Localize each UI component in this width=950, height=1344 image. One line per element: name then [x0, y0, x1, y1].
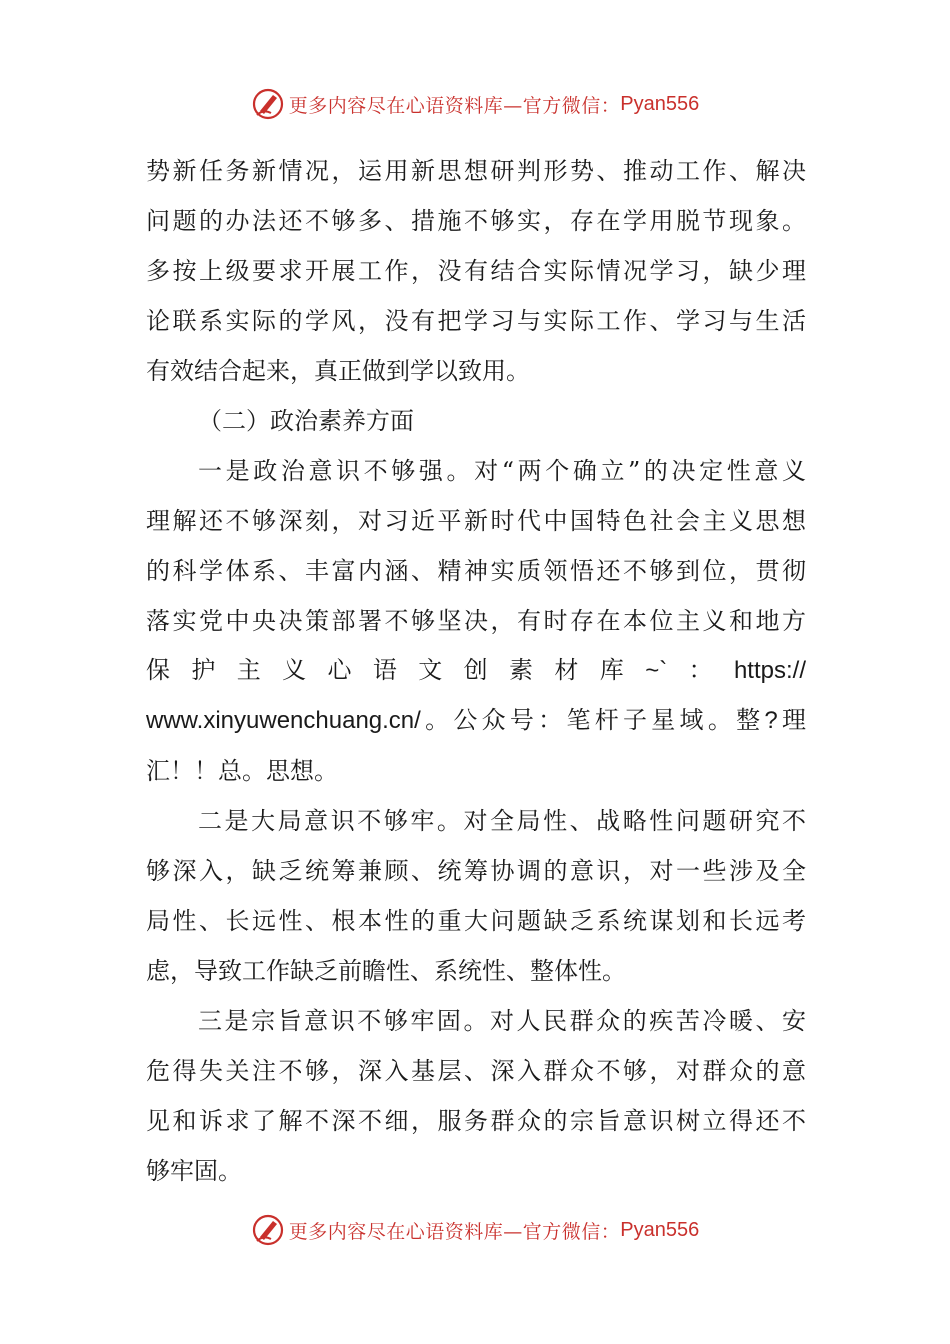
pen-logo-icon — [251, 87, 285, 121]
text-line: 有效结合起来，真正做到学以致用。 — [146, 357, 530, 385]
text-line: 落实党中央决策部署不够坚决，有时存在本位主义和地方 — [146, 607, 806, 635]
text-line: 见和诉求了解不深不细，服务群众的宗旨意识树立得还不 — [146, 1107, 806, 1135]
text-line: 理解还不够深刻，对习近平新时代中国特色社会主义思想 — [146, 507, 806, 535]
text-line: 危得失关注不够，深入基层、深入群众不够，对群众的意 — [146, 1057, 806, 1085]
text-line: 三是宗旨意识不够牢固。对人民群众的疾苦冷暖、安 — [198, 1007, 806, 1035]
text-line: 问题的办法还不够多、措施不够实，存在学用脱节现象。 — [146, 207, 806, 235]
text-line: 保护主义心语文创素材库~`：https:// — [146, 657, 806, 684]
paragraph-2 — [146, 446, 806, 796]
text-line: www.xinyuwenchuang.cn/。公众号：笔杆子星域。整?理 — [146, 707, 806, 734]
text-line: 汇！！总。思想。 — [146, 757, 338, 785]
paragraph-4 — [146, 996, 806, 1196]
banner-text: 更多内容尽在心语资料库—官方微信： — [288, 94, 621, 117]
banner-text: 更多内容尽在心语资料库—官方微信： — [288, 1220, 621, 1243]
text-line: 一是政治意识不够强。对“两个确立”的决定性意义 — [198, 457, 806, 485]
pen-logo-icon — [251, 1213, 285, 1247]
banner-wechat-id: Pyan556 — [620, 92, 700, 115]
text-line: 二是大局意识不够牢。对全局性、战略性问题研究不 — [198, 807, 806, 835]
text-line: 虑，导致工作缺乏前瞻性、系统性、整体性。 — [146, 957, 626, 985]
banner-wechat-id: Pyan556 — [620, 1218, 700, 1241]
text-line: 多按上级要求开展工作，没有结合实际情况学习，缺少理 — [146, 257, 806, 285]
text-line: 论联系实际的学风，没有把学习与实际工作、学习与生活 — [146, 307, 806, 335]
paragraph-1 — [146, 146, 806, 396]
section-heading: （二）政治素养方面 — [198, 407, 414, 435]
text-line: 够牢固。 — [146, 1157, 242, 1185]
paragraph-3 — [146, 796, 806, 996]
text-line: 的科学体系、丰富内涵、精神实质领悟还不够到位，贯彻 — [146, 557, 806, 585]
document-body — [146, 146, 806, 1196]
header-watermark-banner — [0, 84, 950, 124]
text-line: 局性、长远性、根本性的重大问题缺乏系统谋划和长远考 — [146, 907, 806, 935]
footer-watermark-banner — [0, 1210, 950, 1250]
text-line: 够深入，缺乏统筹兼顾、统筹协调的意识，对一些涉及全 — [146, 857, 806, 885]
text-line: 势新任务新情况，运用新思想研判形势、推动工作、解决 — [146, 157, 806, 185]
